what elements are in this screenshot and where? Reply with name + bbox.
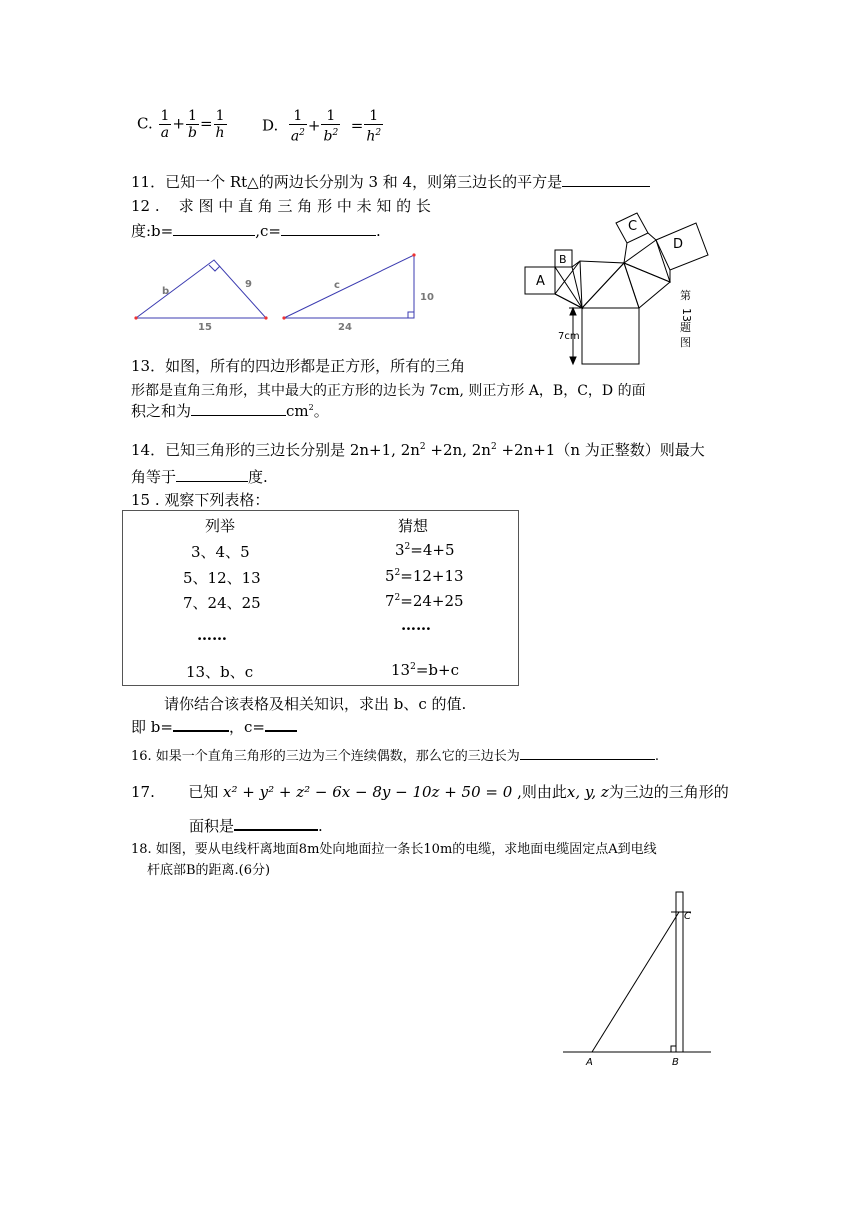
question-15-answer: 即 b= ，c=	[131, 716, 297, 737]
label-c: C	[628, 219, 638, 234]
question-18-line2: 杆底部B的距离.(6分)	[147, 863, 271, 878]
answer-blank[interactable]	[562, 172, 650, 187]
label-9: 9	[245, 279, 252, 290]
question-15-instruction: 请你结合该表格及相关知识，求出 b、c 的值.	[164, 695, 467, 713]
question-13-line3: 积之和为 $cm^2$。	[131, 402, 329, 420]
equation: x² + y² + z² − 6x − 8y − 10z + 50 = 0	[223, 783, 513, 801]
svg-text:第: 第	[680, 289, 691, 302]
question-16: 16. 如果一个直角三角形的三边为三个连续偶数，那么它的三边长为 .	[131, 745, 659, 766]
row-3-left: 7、24、25	[183, 594, 261, 612]
answer-blank[interactable]	[234, 815, 318, 831]
q13-squares-figure	[520, 205, 720, 370]
label-d: D	[673, 237, 684, 252]
row-1-right: $3^2=4+5$	[395, 541, 455, 559]
question-17-line2: 面积是 .	[189, 817, 323, 835]
label-7cm: 7cm	[558, 331, 580, 342]
label-24: 24	[338, 322, 352, 333]
q10-option-c: C. $\frac{1}{a}$ + $\frac{1}{b}$ = $\frac{1}{h}$	[137, 108, 225, 141]
answer-blank[interactable]	[191, 401, 286, 416]
question-12-line2: 度:b= ,c= .	[131, 222, 381, 240]
label-15: 15	[198, 322, 212, 333]
question-18-line1: 18. 如图，要从电线杆离地面8m处向地面拉一条长10m的电缆，求地面电缆固定点A到电线	[131, 842, 657, 857]
triangle-1	[134, 260, 267, 333]
svg-text:13: 13	[680, 308, 693, 322]
svg-text:题: 题	[680, 321, 691, 334]
label-a: A	[586, 1057, 593, 1068]
cable	[592, 912, 679, 1052]
header-guess: 猜想	[398, 517, 429, 535]
q18-pole-figure	[555, 888, 720, 1073]
question-15-title: 15 . 观察下列表格：	[131, 491, 270, 509]
question-13-line2: 形都是直角三角形，其中最大的正方形的边长为 7cm, 则正方形 A，B，C，D 的面	[131, 383, 646, 399]
q10-option-d: D. $\frac{1}{a^2}$ + $\frac{1}{b^2}$ = $\frac{1}{h^2}$	[262, 108, 382, 145]
label-10: 10	[420, 292, 434, 303]
label-a: A	[536, 274, 545, 289]
label-b: B	[559, 253, 567, 266]
label-c: c	[334, 280, 340, 291]
option-d-label: D.	[262, 116, 279, 135]
question-12-line1: 12 . 求 图 中 直 角 三 角 形 中 未 知 的 长	[131, 197, 431, 215]
question-14-line1: 14．已知三角形的三边长分别是 2n+1, $2n^2 +2n$, $2n^2 +2n+1(n$ 为正整数）则最大	[131, 441, 705, 459]
q15-table	[122, 510, 519, 686]
answer-blank[interactable]	[520, 745, 655, 760]
label-b: b	[162, 286, 170, 297]
answer-blank-b[interactable]	[173, 221, 255, 236]
row-2-left: 5、12、13	[183, 569, 261, 587]
dots-right: ……	[401, 616, 431, 634]
row-3-right: $7^2=24+25$	[385, 592, 464, 610]
row-1-left: 3、4、5	[191, 543, 250, 561]
q12-triangles-figure	[130, 250, 434, 335]
answer-blank[interactable]	[176, 467, 248, 482]
row-2-right: $5^2=12+13$	[385, 567, 464, 585]
svg-text:图: 图	[680, 336, 691, 349]
figure-caption	[680, 289, 693, 349]
answer-blank-b[interactable]	[173, 716, 229, 732]
question-17-line1: 17. 已知 x² + y² + z² − 6x − 8y − 10z + 50 = 0 ,则由此x, y, z为三边的三角形的	[131, 783, 729, 801]
header-list: 列举	[205, 517, 236, 535]
triangle-2	[282, 253, 434, 333]
label-b: B	[672, 1057, 679, 1068]
answer-blank-c[interactable]	[281, 221, 376, 236]
question-14-line2: 角等于 度.	[131, 468, 268, 486]
answer-blank-c[interactable]	[265, 716, 297, 732]
row-last-right: $13^2=b+c$	[391, 661, 459, 679]
question-13-line1: 13．如图，所有的四边形都是正方形，所有的三角	[131, 357, 466, 375]
label-c: C	[684, 911, 691, 922]
dots-left: ……	[197, 626, 227, 644]
largest-square	[582, 308, 639, 364]
option-c-label: C.	[137, 114, 153, 133]
row-last-left: 13、b、c	[186, 663, 254, 681]
question-11: 11．已知一个 Rt△的两边长分别为 3 和 4，则第三边长的平方是	[131, 172, 650, 192]
